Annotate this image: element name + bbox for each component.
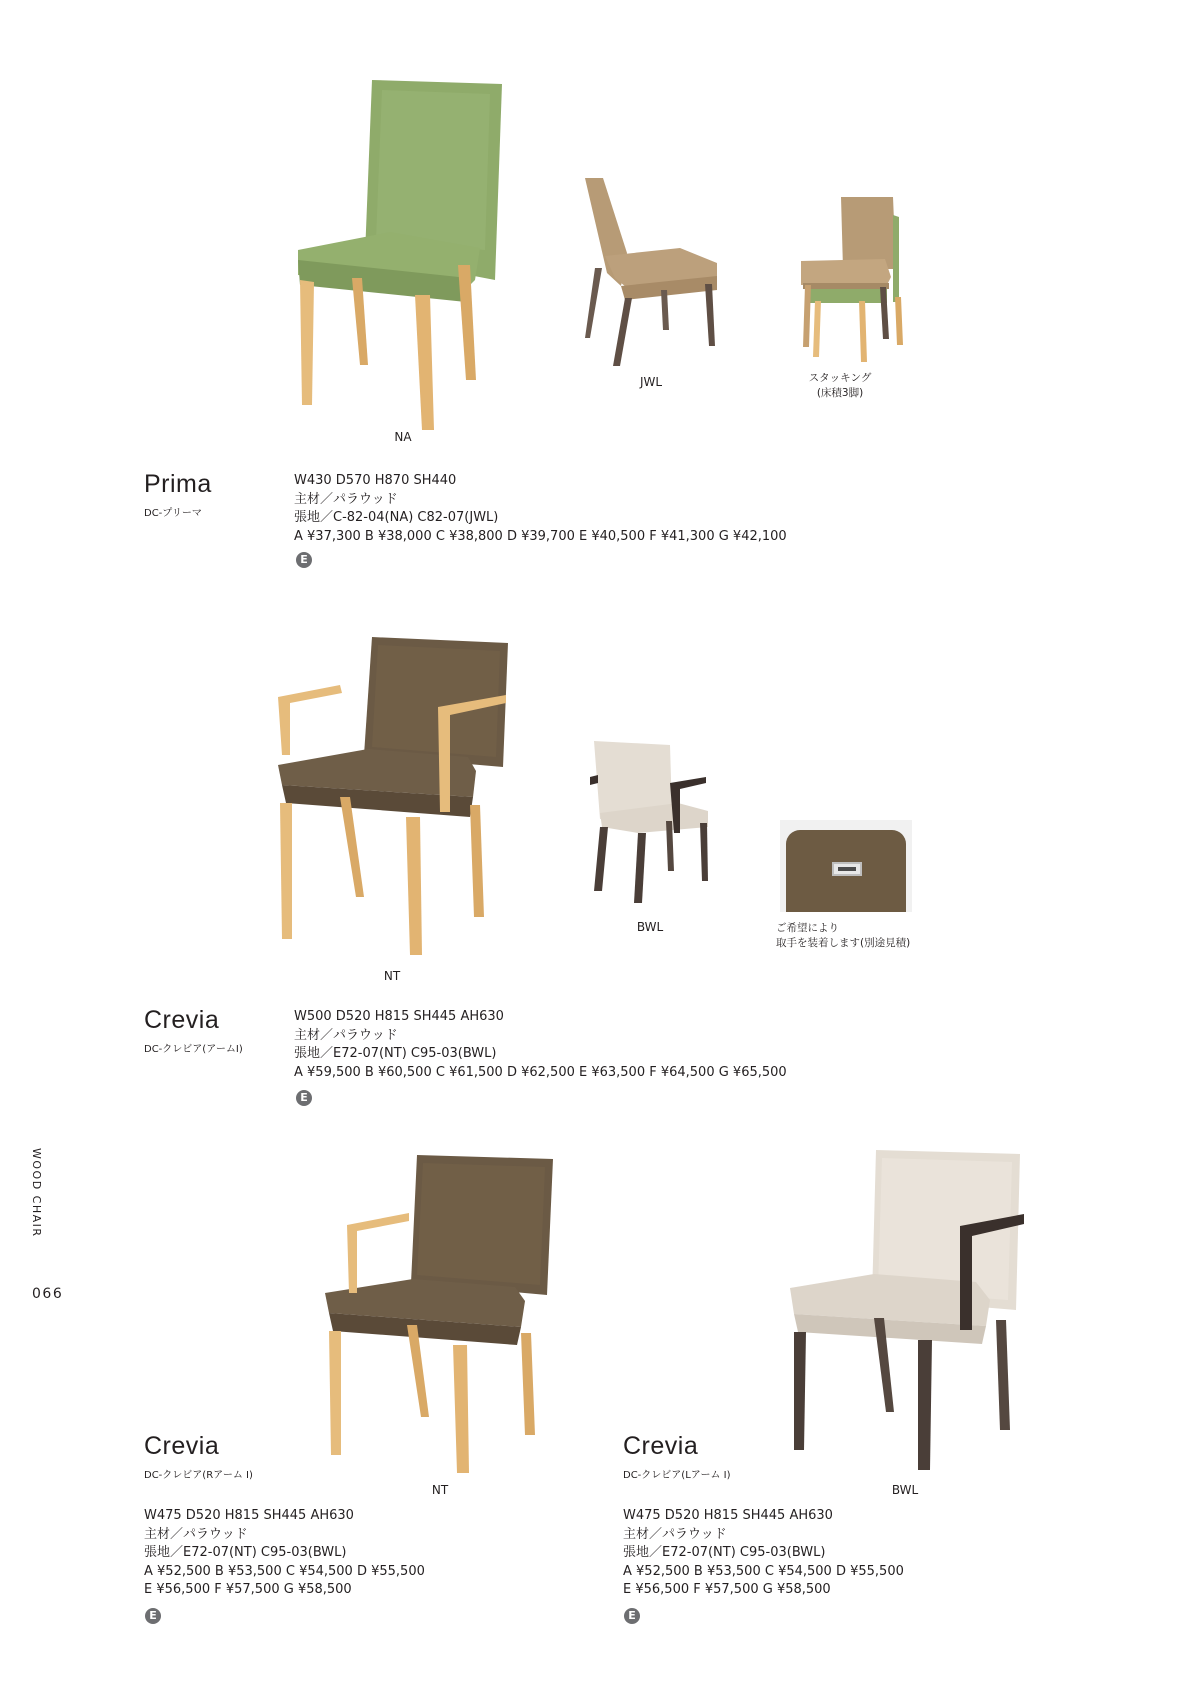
crevia-arm-specs xyxy=(294,1008,787,1082)
crevia-nt-chair-image xyxy=(278,637,508,959)
prima-stacking-caption: スタッキング (床積3脚) xyxy=(808,372,872,399)
crevia-l-dimensions: W475 D520 H815 SH445 AH630 xyxy=(623,1508,833,1523)
crevia-handle-caption: ご希望により 取手を装着します(別途見積) xyxy=(776,922,911,949)
crevia-r-fabric: 張地／E72-07(NT) C95-03(BWL) xyxy=(144,1545,347,1561)
crevia-l-material: 主材／パラウッド xyxy=(623,1526,727,1542)
prima-material: 主材／パラウッド xyxy=(294,491,398,507)
prima-title: Prima xyxy=(144,470,212,498)
prima-na-caption: NA xyxy=(394,430,412,444)
crevia-r-e-badge-icon: E xyxy=(145,1608,161,1624)
crevia-arm-material: 主材／パラウッド xyxy=(294,1027,398,1043)
prima-jwl-caption: JWL xyxy=(639,375,663,389)
crevia-l-bwl-chair-image xyxy=(790,1150,1025,1472)
crevia-bwl-caption: BWL xyxy=(636,920,664,934)
crevia-l-prices-2: E ¥56,500 F ¥57,500 G ¥58,500 xyxy=(623,1582,831,1598)
crevia-l-specs xyxy=(623,1507,904,1600)
prima-stacking-chair-image xyxy=(795,197,905,362)
prima-prices: A ¥37,300 B ¥38,000 C ¥38,800 D ¥39,700 E ¥40,500 F ¥41,300 G ¥42,100 xyxy=(294,528,787,544)
prima-specs xyxy=(294,472,787,546)
crevia-r-material: 主材／パラウッド xyxy=(144,1526,248,1542)
crevia-r-specs xyxy=(144,1507,425,1600)
crevia-bwl-chair-image xyxy=(590,741,715,906)
crevia-l-title: Crevia xyxy=(623,1432,699,1460)
crevia-r-caption: NT xyxy=(431,1483,449,1497)
crevia-arm-prices: A ¥59,500 B ¥60,500 C ¥61,500 D ¥62,500 E ¥63,500 F ¥64,500 G ¥65,500 xyxy=(294,1064,787,1080)
crevia-r-prices-1: A ¥52,500 B ¥53,500 C ¥54,500 D ¥55,500 xyxy=(144,1563,425,1579)
prima-dimensions: W430 D570 H870 SH440 xyxy=(294,473,457,488)
page-number: 066 xyxy=(32,1286,64,1302)
crevia-l-fabric: 張地／E72-07(NT) C95-03(BWL) xyxy=(623,1545,826,1561)
crevia-l-code: DC-クレビア(Lアーム I) xyxy=(623,1470,731,1481)
prima-na-chair-image xyxy=(290,80,510,430)
crevia-r-title: Crevia xyxy=(144,1432,220,1460)
prima-jwl-chair-image xyxy=(585,178,725,368)
crevia-l-prices-1: A ¥52,500 B ¥53,500 C ¥54,500 D ¥55,500 xyxy=(623,1563,904,1579)
crevia-arm-dimensions: W500 D520 H815 SH445 AH630 xyxy=(294,1009,504,1024)
prima-code: DC-プリーマ xyxy=(144,508,202,519)
crevia-nt-caption: NT xyxy=(383,969,401,983)
crevia-r-prices-2: E ¥56,500 F ¥57,500 G ¥58,500 xyxy=(144,1582,352,1598)
crevia-r-dimensions: W475 D520 H815 SH445 AH630 xyxy=(144,1508,354,1523)
crevia-l-e-badge-icon: E xyxy=(624,1608,640,1624)
crevia-handle-detail-image xyxy=(780,820,912,912)
section-side-label: WOOD CHAIR xyxy=(30,1148,43,1238)
prima-fabric: 張地／C-82-04(NA) C82-07(JWL) xyxy=(294,510,499,526)
crevia-arm-e-badge-icon: E xyxy=(296,1090,312,1106)
crevia-r-nt-chair-image xyxy=(325,1155,555,1475)
crevia-arm-title: Crevia xyxy=(144,1006,220,1034)
crevia-l-caption: BWL xyxy=(891,1483,919,1497)
crevia-arm-fabric: 張地／E72-07(NT) C95-03(BWL) xyxy=(294,1046,497,1062)
crevia-r-code: DC-クレビア(Rアーム I) xyxy=(144,1470,253,1481)
crevia-arm-code: DC-クレビア(アームI) xyxy=(144,1044,243,1055)
prima-e-badge-icon: E xyxy=(296,552,312,568)
